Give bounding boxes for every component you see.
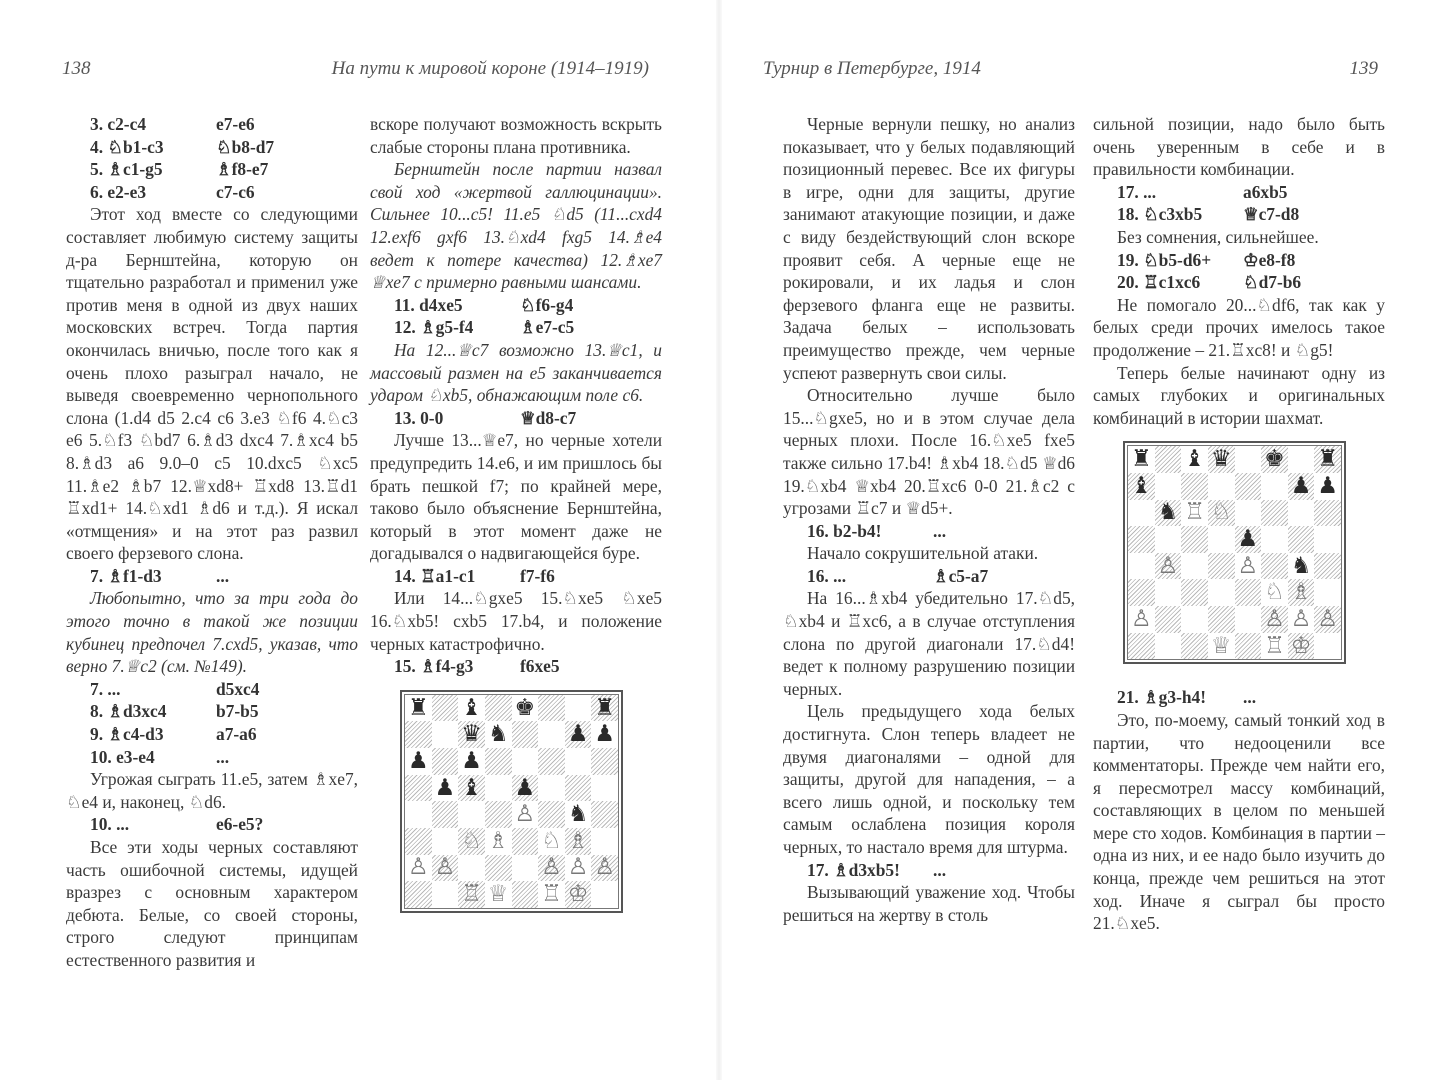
board-square bbox=[458, 881, 485, 908]
board-square bbox=[538, 801, 565, 828]
board-square bbox=[432, 828, 459, 855]
board-square bbox=[1128, 526, 1155, 553]
white-pawn-icon: ♙ bbox=[1157, 552, 1179, 579]
commentary-paragraph: Относительно лучше было 15...♘gxe5, но и в этом случае дела черных плохи. После 16.♘xe5 fxe5 также сильно 17.b4! ♗xb4 18.♘d5 ♕d6 19.♘xb4 ♕xb4 20.♖xc6 0-0 21.♗c2 с угрозами ♖c7 и ♕d5+. bbox=[783, 385, 1075, 519]
white-pawn-icon: ♙ bbox=[1264, 605, 1285, 632]
left-page-column-1 bbox=[66, 113, 358, 972]
board-square bbox=[538, 748, 565, 775]
board-square bbox=[1261, 633, 1288, 660]
board-square bbox=[1314, 553, 1341, 580]
board-square bbox=[1208, 553, 1235, 580]
black-bishop-icon: ♝ bbox=[461, 774, 482, 801]
board-square bbox=[1208, 606, 1235, 633]
white-rook-icon: ♖ bbox=[1264, 632, 1285, 659]
board-square bbox=[1261, 579, 1288, 606]
board-square bbox=[405, 695, 432, 722]
board-square bbox=[565, 881, 592, 908]
board-square bbox=[538, 775, 565, 802]
white-pawn-icon: ♙ bbox=[541, 854, 562, 881]
board-square bbox=[1155, 606, 1182, 633]
white-king-icon: ♔ bbox=[567, 881, 589, 908]
move-row bbox=[370, 407, 662, 430]
board-square bbox=[1128, 446, 1155, 473]
board-square bbox=[1181, 526, 1208, 553]
black-move: ♕d8-c7 bbox=[520, 407, 577, 428]
board-square bbox=[485, 881, 512, 908]
commentary-paragraph: Это, по-моему, самый тонкий ход в партии, что недооценили все комментаторы. Прежде чем найти его, я пересмотрел массу комбинаций, составляющих в целом по меньшей мере сто ходов. Комбинация в партии – одна из них, и ее надо было изучить до конца, прежде чем решиться на этот ход. Иначе я сыграл бы просто 21.♘xe5. bbox=[1093, 709, 1385, 934]
black-move: ♗c5-a7 bbox=[933, 565, 989, 586]
board-square bbox=[458, 801, 485, 828]
white-move: 8. ♗d3xc4 bbox=[90, 701, 167, 722]
board-square bbox=[1261, 473, 1288, 500]
move-row bbox=[1093, 271, 1385, 294]
black-rook-icon: ♜ bbox=[408, 694, 429, 721]
move-row bbox=[66, 113, 358, 136]
running-head-left: На пути к мировой короне (1914–1919) bbox=[331, 58, 649, 79]
black-pawn-icon: ♟ bbox=[1237, 526, 1259, 552]
board-square bbox=[432, 881, 459, 908]
white-queen-icon: ♕ bbox=[1210, 632, 1232, 659]
board-square bbox=[591, 695, 618, 722]
board-square bbox=[432, 748, 459, 775]
board-square bbox=[1314, 633, 1341, 660]
black-move: ♗e7-c5 bbox=[520, 317, 575, 338]
right-page-column-1 bbox=[783, 113, 1075, 926]
white-rook-icon: ♖ bbox=[541, 881, 562, 908]
board-square bbox=[1288, 500, 1315, 527]
board-square bbox=[432, 695, 459, 722]
board-square bbox=[1235, 606, 1262, 633]
board-square bbox=[1181, 553, 1208, 580]
annotation-paragraph: На 12...♕c7 возможно 13.♕c1, и массовый размен на e5 заканчивается ударом ♘xb5, обнажающим поле c6. bbox=[370, 339, 662, 406]
black-rook-icon: ♜ bbox=[1317, 446, 1338, 473]
commentary-paragraph: Теперь белые начинают одну из самых глубоких и оригинальных комбинаций в истории шахмат. bbox=[1093, 362, 1385, 428]
board-square bbox=[1155, 526, 1182, 553]
white-bishop-icon: ♗ bbox=[1290, 579, 1312, 606]
board-square bbox=[538, 721, 565, 748]
move-row bbox=[66, 723, 358, 746]
white-king-icon: ♔ bbox=[1290, 632, 1312, 659]
black-bishop-icon: ♝ bbox=[1131, 472, 1152, 499]
board-square bbox=[458, 775, 485, 802]
move-row bbox=[66, 678, 358, 701]
white-move: 6. e2-e3 bbox=[90, 181, 147, 202]
black-move: ♗f8-e7 bbox=[216, 159, 269, 180]
black-move: f7-f6 bbox=[520, 565, 555, 586]
board-square bbox=[1314, 606, 1341, 633]
board-square bbox=[1208, 633, 1235, 660]
black-pawn-icon: ♟ bbox=[434, 774, 456, 801]
white-pawn-icon: ♙ bbox=[408, 854, 429, 881]
commentary-paragraph: сильной позиции, надо было быть очень уверенным в себе и в правильности комбинации. bbox=[1093, 114, 1385, 180]
page-number-left: 138 bbox=[62, 58, 91, 79]
black-move: ... bbox=[933, 520, 947, 541]
board-square bbox=[1155, 633, 1182, 660]
board-square bbox=[1155, 446, 1182, 473]
board-square bbox=[591, 775, 618, 802]
board-square bbox=[538, 881, 565, 908]
move-row bbox=[66, 181, 358, 204]
board-square bbox=[512, 855, 539, 882]
commentary-paragraph: Этот ход вместе со следующими составляет любимую систему защиты д-ра Бернштейна, которую он тщательно разработал и применил уже против меня в одной из двух наших московских встреч. Тогда партия окончилась вничью, после того как я очень плохо разыграл начало, не выведя своевременно чернопольного слона (1.d4 d5 2.c4 c6 3.e3 ♘f6 4.♘c3 e6 5.♘f3 ♘bd7 6.♗d3 dxc4 7.♗xc4 b5 8.♗d3 a6 9.0–0 c5 10.dxc5 ♘xc5 11.♗e2 ♗b7 12.♕xd8+ ♖xd8 13.♖d1 ♖xd1+ 14.♘xd1 ♗d6 и т.д.). Я искал «отмщения» и на этот раз развил своего ферзевого слона. bbox=[66, 204, 358, 564]
black-move: ... bbox=[1243, 687, 1257, 708]
white-knight-icon: ♘ bbox=[1210, 499, 1232, 526]
board-square bbox=[1261, 500, 1288, 527]
white-pawn-icon: ♙ bbox=[434, 854, 456, 881]
board-square bbox=[1208, 526, 1235, 553]
board-square bbox=[458, 721, 485, 748]
board-square bbox=[512, 801, 539, 828]
board-square bbox=[591, 881, 618, 908]
white-pawn-icon: ♙ bbox=[594, 854, 615, 881]
chess-board bbox=[1127, 445, 1342, 660]
board-square bbox=[1288, 606, 1315, 633]
white-move: 15. ♗f4-g3 bbox=[394, 656, 474, 677]
white-move: 20. ♖c1xc6 bbox=[1117, 272, 1201, 293]
board-square bbox=[538, 828, 565, 855]
black-move: d5xc4 bbox=[216, 678, 260, 699]
move-row bbox=[783, 520, 1075, 543]
board-square bbox=[1181, 606, 1208, 633]
board-square bbox=[591, 721, 618, 748]
white-bishop-icon: ♗ bbox=[567, 827, 589, 854]
white-move: 19. ♘b5-d6+ bbox=[1117, 249, 1212, 270]
board-square bbox=[1181, 446, 1208, 473]
board-square bbox=[485, 695, 512, 722]
commentary-paragraph: Цель предыдущего хода белых достигнута. Слон теперь владеет не двумя диагоналями – одной для защиты, другой для нападения, – а всего лишь одной, и поскольку тем самым ослаблена позиция короля черных, то настало время для штурма. bbox=[783, 701, 1075, 857]
board-square bbox=[485, 828, 512, 855]
board-square bbox=[458, 828, 485, 855]
board-square bbox=[485, 748, 512, 775]
commentary-paragraph: вскоре получают возможность вскрыть слабые стороны плана противника. bbox=[370, 114, 662, 157]
white-rook-icon: ♖ bbox=[461, 881, 482, 908]
board-square bbox=[485, 721, 512, 748]
white-bishop-icon: ♗ bbox=[487, 827, 509, 854]
commentary-paragraph: Лучше 13...♕e7, но черные хотели предупредить 14.e6, и им пришлось бы брать пешкой f7; по крайней мере, таково было объяснение Бернштейна, который в этот момент даже не догадывался о надвигающейся буре. bbox=[370, 430, 662, 564]
board-square bbox=[1314, 526, 1341, 553]
commentary-paragraph: Угрожая сыграть 11.e5, затем ♗xe7, ♘e4 и, наконец, ♘d6. bbox=[66, 769, 358, 812]
move-row bbox=[1093, 249, 1385, 272]
board-square bbox=[405, 775, 432, 802]
board-square bbox=[405, 721, 432, 748]
board-square bbox=[458, 855, 485, 882]
board-square bbox=[512, 748, 539, 775]
white-move: 17. ... bbox=[1117, 181, 1157, 202]
board-square bbox=[405, 855, 432, 882]
black-move: f6xe5 bbox=[520, 656, 560, 677]
black-queen-icon: ♛ bbox=[1210, 446, 1232, 473]
black-move: ♘b8-d7 bbox=[216, 136, 275, 157]
black-move: a6xb5 bbox=[1243, 181, 1288, 202]
move-row bbox=[783, 859, 1075, 882]
move-row bbox=[783, 565, 1075, 588]
board-square bbox=[512, 721, 539, 748]
board-square bbox=[405, 881, 432, 908]
board-square bbox=[591, 828, 618, 855]
board-square bbox=[591, 748, 618, 775]
board-square bbox=[405, 801, 432, 828]
board-square bbox=[405, 748, 432, 775]
black-pawn-icon: ♟ bbox=[1317, 472, 1338, 499]
board-square bbox=[565, 775, 592, 802]
board-square bbox=[512, 775, 539, 802]
board-square bbox=[512, 828, 539, 855]
white-move: 16. ... bbox=[807, 565, 847, 586]
running-head-right: Турнир в Петербурге, 1914 bbox=[763, 58, 981, 79]
black-knight-icon: ♞ bbox=[1290, 552, 1312, 579]
board-square bbox=[1314, 473, 1341, 500]
page-number-right: 139 bbox=[1349, 58, 1378, 79]
commentary-paragraph: Не помогало 20...♘df6, так как у белых среди прочих имелось такое продолжение – 21.♖xc8! и ♘g5! bbox=[1093, 294, 1385, 360]
move-row bbox=[370, 565, 662, 588]
board-square bbox=[1261, 446, 1288, 473]
commentary-paragraph: Начало сокрушительной атаки. bbox=[807, 543, 1039, 564]
board-square bbox=[1128, 579, 1155, 606]
move-row bbox=[370, 655, 662, 678]
white-move: 18. ♘c3xb5 bbox=[1117, 204, 1203, 225]
black-move: ♔e8-f8 bbox=[1243, 249, 1296, 270]
black-pawn-icon: ♟ bbox=[514, 774, 536, 801]
board-square bbox=[565, 721, 592, 748]
black-pawn-icon: ♟ bbox=[567, 721, 589, 748]
board-square bbox=[1235, 526, 1262, 553]
white-pawn-icon: ♙ bbox=[1317, 605, 1338, 632]
white-pawn-icon: ♙ bbox=[1131, 605, 1152, 632]
board-square bbox=[1128, 500, 1155, 527]
board-square bbox=[1235, 500, 1262, 527]
board-square bbox=[1314, 446, 1341, 473]
move-row bbox=[1093, 686, 1385, 709]
board-square bbox=[1155, 500, 1182, 527]
board-square bbox=[1155, 473, 1182, 500]
right-page-column-2 bbox=[1093, 113, 1385, 935]
board-square bbox=[1261, 606, 1288, 633]
white-move: 7. ♗f1-d3 bbox=[90, 565, 162, 586]
black-move: c7-c6 bbox=[216, 181, 255, 202]
board-square bbox=[1128, 553, 1155, 580]
board-square bbox=[1128, 473, 1155, 500]
move-row bbox=[370, 294, 662, 317]
white-move: 21. ♗g3-h4! bbox=[1117, 687, 1207, 708]
white-move: 5. ♗c1-g5 bbox=[90, 159, 163, 180]
black-knight-icon: ♞ bbox=[1157, 499, 1179, 526]
board-square bbox=[1261, 553, 1288, 580]
black-move: ... bbox=[933, 859, 947, 880]
board-square bbox=[1235, 473, 1262, 500]
board-square bbox=[1208, 446, 1235, 473]
white-move: 11. d4xe5 bbox=[394, 294, 463, 315]
white-queen-icon: ♕ bbox=[487, 881, 509, 908]
board-square bbox=[1314, 500, 1341, 527]
white-pawn-icon: ♙ bbox=[514, 801, 536, 828]
white-move: 10. ... bbox=[90, 814, 130, 835]
board-square bbox=[538, 855, 565, 882]
commentary-paragraph: Вызывающий уважение ход. Чтобы решиться на жертву в столь bbox=[783, 882, 1075, 925]
right-page bbox=[719, 0, 1438, 1080]
board-square bbox=[1235, 553, 1262, 580]
move-row bbox=[66, 158, 358, 181]
white-move: 3. c2-c4 bbox=[90, 114, 147, 134]
move-row bbox=[66, 136, 358, 159]
white-move: 9. ♗c4-d3 bbox=[90, 724, 164, 745]
board-square bbox=[538, 695, 565, 722]
board-square bbox=[1208, 473, 1235, 500]
white-move: 14. ♖a1-c1 bbox=[394, 565, 476, 586]
board-square bbox=[432, 801, 459, 828]
white-knight-icon: ♘ bbox=[541, 827, 562, 854]
black-knight-icon: ♞ bbox=[567, 801, 589, 828]
white-knight-icon: ♘ bbox=[1264, 579, 1285, 606]
board-square bbox=[1288, 446, 1315, 473]
board-square bbox=[1208, 500, 1235, 527]
black-king-icon: ♚ bbox=[1264, 446, 1285, 473]
board-square bbox=[1235, 579, 1262, 606]
board-square bbox=[565, 855, 592, 882]
white-move: 10. e3-e4 bbox=[90, 746, 155, 767]
board-square bbox=[1235, 633, 1262, 660]
board-square bbox=[1155, 553, 1182, 580]
board-square bbox=[1155, 579, 1182, 606]
board-square bbox=[591, 801, 618, 828]
board-square bbox=[1288, 579, 1315, 606]
white-move: 17. ♗d3xb5! bbox=[807, 859, 900, 880]
board-square bbox=[405, 828, 432, 855]
board-square bbox=[1181, 473, 1208, 500]
black-king-icon: ♚ bbox=[514, 694, 536, 721]
board-square bbox=[591, 855, 618, 882]
chess-board bbox=[404, 694, 619, 909]
black-queen-icon: ♛ bbox=[461, 721, 482, 748]
move-row bbox=[66, 746, 358, 769]
board-square bbox=[1288, 526, 1315, 553]
board-square bbox=[432, 775, 459, 802]
board-square bbox=[1181, 633, 1208, 660]
board-square bbox=[485, 855, 512, 882]
black-move: e7-e6 bbox=[216, 114, 255, 134]
board-square bbox=[1208, 579, 1235, 606]
annotation-paragraph: Бернштейн после партии назвал свой ход «жертвой галлюцинации». Сильнее 10...c5! 11.e5 ♘d5 (11...cxd4 12.exf6 gxf6 13.♘xd4 fxg5 14.♗e4 ведет к потере качества) 12.♗xe7 ♕xe7 с примерно равными шансами. bbox=[370, 159, 662, 293]
board-square bbox=[1128, 606, 1155, 633]
board-square bbox=[512, 695, 539, 722]
move-row bbox=[370, 316, 662, 339]
board-square bbox=[1314, 579, 1341, 606]
black-pawn-icon: ♟ bbox=[408, 747, 429, 774]
white-knight-icon: ♘ bbox=[461, 827, 482, 854]
white-rook-icon: ♖ bbox=[1184, 499, 1205, 526]
black-move: ... bbox=[216, 565, 230, 586]
board-square bbox=[458, 748, 485, 775]
board-square bbox=[1261, 526, 1288, 553]
black-rook-icon: ♜ bbox=[594, 694, 615, 721]
white-pawn-icon: ♙ bbox=[567, 854, 589, 881]
black-move: e6-e5? bbox=[216, 814, 264, 835]
board-square bbox=[565, 828, 592, 855]
black-move: ♘f6-g4 bbox=[520, 294, 574, 315]
black-pawn-icon: ♟ bbox=[594, 721, 615, 748]
move-row bbox=[66, 813, 358, 836]
white-pawn-icon: ♙ bbox=[1290, 605, 1312, 632]
black-move: a7-a6 bbox=[216, 724, 257, 745]
move-row bbox=[1093, 181, 1385, 204]
left-page-column-2 bbox=[370, 113, 662, 913]
black-rook-icon: ♜ bbox=[1131, 446, 1152, 473]
board-square bbox=[485, 801, 512, 828]
chess-diagram bbox=[1123, 441, 1346, 664]
black-pawn-icon: ♟ bbox=[461, 747, 482, 774]
board-square bbox=[485, 775, 512, 802]
black-move: b7-b5 bbox=[216, 701, 259, 722]
board-square bbox=[1181, 500, 1208, 527]
board-square bbox=[432, 721, 459, 748]
board-square bbox=[1288, 553, 1315, 580]
board-square bbox=[565, 801, 592, 828]
commentary-paragraph: Без сомнения, сильнейшее. bbox=[1117, 226, 1319, 247]
commentary-paragraph: Черные вернули пешку, но анализ показывает, что у белых подавляющий позиционный перевес. Все их фигуры в игре, одни для защиты, другие занимают атакующие позиции, и даже с виду бездействующий слон вскоре проявит себя. А черные еще не рокировали, и их ладья и слон ферзевого фланга еще не развиты. Задача белых – использовать преимущество прежде, чем черные успеют развернуть свои силы. bbox=[783, 114, 1075, 383]
board-square bbox=[1128, 633, 1155, 660]
white-move: 4. ♘b1-c3 bbox=[90, 136, 164, 157]
board-square bbox=[565, 695, 592, 722]
white-move: 13. 0-0 bbox=[394, 407, 444, 428]
white-move: 12. ♗g5-f4 bbox=[394, 317, 474, 338]
board-square bbox=[512, 881, 539, 908]
annotation-paragraph: Любопытно, что за три года до этого точно в такой же позиции кубинец предпочел 7.cxd5, указав, что верно 7.♕c2 (см. №149). bbox=[66, 588, 358, 677]
commentary-paragraph: Все эти ходы черных составляют часть ошибочной системы, идущей вразрез с основным характером дебюта. Белые, со своей стороны, строго следуют принципам естественного развития и bbox=[66, 837, 358, 970]
move-row bbox=[66, 700, 358, 723]
white-move: 16. b2-b4! bbox=[807, 520, 882, 541]
move-row bbox=[1093, 203, 1385, 226]
black-pawn-icon: ♟ bbox=[1290, 472, 1312, 499]
board-square bbox=[432, 855, 459, 882]
board-square bbox=[565, 748, 592, 775]
black-bishop-icon: ♝ bbox=[461, 694, 482, 721]
black-move: ♘d7-b6 bbox=[1243, 272, 1302, 293]
board-square bbox=[1288, 633, 1315, 660]
white-pawn-icon: ♙ bbox=[1237, 552, 1259, 579]
white-move: 7. ... bbox=[90, 678, 121, 699]
board-square bbox=[1235, 446, 1262, 473]
black-knight-icon: ♞ bbox=[487, 721, 509, 748]
commentary-paragraph: На 16...♗xb4 убедительно 17.♘d5, ♘xb4 и ♖xc6, а в случае отступления слона по другой диагонали 17.♘d4! ведет к полному разрушению позиции черных. bbox=[783, 588, 1075, 699]
black-move: ♕c7-d8 bbox=[1243, 204, 1300, 225]
black-bishop-icon: ♝ bbox=[1184, 446, 1205, 473]
commentary-paragraph: Или 14...♘gxe5 15.♘xe5 ♘xe5 16.♘xb5! cxb5 17.b4, и положение черных катастрофично. bbox=[370, 588, 662, 654]
board-square bbox=[1288, 473, 1315, 500]
board-square bbox=[458, 695, 485, 722]
chess-diagram bbox=[400, 690, 623, 913]
move-row bbox=[66, 565, 358, 588]
black-move: ... bbox=[216, 746, 230, 767]
board-square bbox=[1181, 579, 1208, 606]
